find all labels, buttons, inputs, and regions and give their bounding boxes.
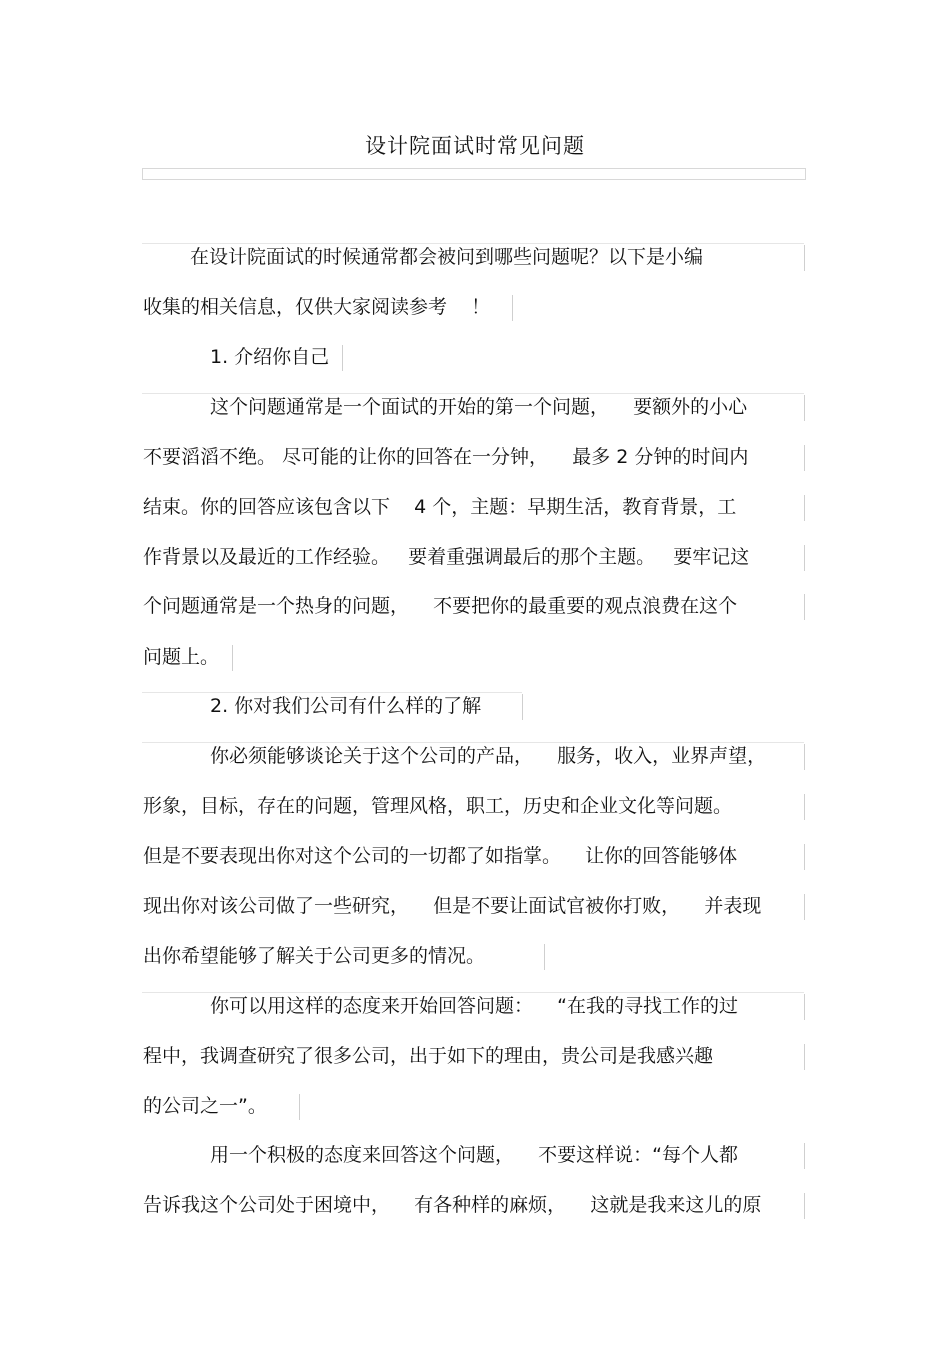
box-edge xyxy=(804,245,805,271)
box-edge xyxy=(804,1143,805,1169)
text-line: 程中，我调查研究了很多公司，出于如下的理由，贵公司是我感兴趣 xyxy=(143,1045,714,1067)
box-rule xyxy=(142,742,804,743)
text-line: 但是不要表现出你对这个公司的一切都了如指掌。 让你的回答能够体 xyxy=(143,845,738,867)
box-edge xyxy=(522,694,523,720)
box-edge xyxy=(804,894,805,920)
text-line: 你可以用这样的态度来开始回答问题： “在我的寻找工作的过 xyxy=(210,995,739,1017)
text-line: 结束。你的回答应该包含以下 4 个，主题：早期生活，教育背景，工 xyxy=(143,496,737,518)
text-line: 出你希望能够了解关于公司更多的情况。 xyxy=(143,945,486,967)
box-edge xyxy=(804,994,805,1020)
box-edge xyxy=(342,345,343,371)
text-line: 个问题通常是一个热身的问题， 不要把你的最重要的观点浪费在这个 xyxy=(143,595,738,617)
box-edge xyxy=(804,1193,805,1219)
box-edge xyxy=(804,794,805,820)
text-line: 告诉我这个公司处于困境中， 有各种样的麻烦， 这就是我来这儿的原 xyxy=(143,1194,762,1216)
box-edge xyxy=(299,1094,300,1120)
box-edge xyxy=(804,495,805,521)
title-divider xyxy=(142,168,806,180)
section-heading: 1. 介绍你自己 xyxy=(210,346,330,368)
text-line: 形象，目标，存在的问题，管理风格，职工，历史和企业文化等问题。 xyxy=(143,795,733,817)
box-edge xyxy=(804,594,805,620)
box-edge xyxy=(512,295,513,321)
text-line: 这个问题通常是一个面试的开始的第一个问题， 要额外的小心 xyxy=(210,396,748,418)
box-edge xyxy=(804,844,805,870)
box-edge xyxy=(804,395,805,421)
box-rule xyxy=(142,393,804,394)
text-line: 你必须能够谈论关于这个公司的产品， 服务，收入，业界声望， xyxy=(210,745,767,767)
box-edge xyxy=(804,545,805,571)
box-rule xyxy=(142,992,804,993)
text-line: 作背景以及最近的工作经验。 要着重强调最后的那个主题。 要牢记这 xyxy=(143,546,750,568)
section-heading: 2. 你对我们公司有什么样的了解 xyxy=(210,695,482,717)
text-line: 问题上。 xyxy=(143,646,220,668)
text-line: 不要滔滔不绝。 尽可能的让你的回答在一分钟， 最多 2 分钟的时间内 xyxy=(143,446,749,468)
box-rule xyxy=(142,692,522,693)
page-title: 设计院面试时常见问题 xyxy=(365,134,585,158)
box-edge xyxy=(804,445,805,471)
box-edge xyxy=(804,1044,805,1070)
text-line: 在设计院面试的时候通常都会被问到哪些问题呢？以下是小编 xyxy=(190,246,704,268)
text-line: 收集的相关信息，仅供大家阅读参考 ！ xyxy=(143,296,491,318)
text-line: 现出你对该公司做了一些研究， 但是不要让面试官被你打败， 并表现 xyxy=(143,895,762,917)
text-line: 的公司之一”。 xyxy=(143,1095,267,1117)
box-edge xyxy=(232,645,233,671)
box-rule xyxy=(142,243,804,244)
box-edge xyxy=(544,944,545,970)
text-line: 用一个积极的态度来回答这个问题， 不要这样说：“每个人都 xyxy=(210,1144,739,1166)
box-edge xyxy=(804,744,805,770)
